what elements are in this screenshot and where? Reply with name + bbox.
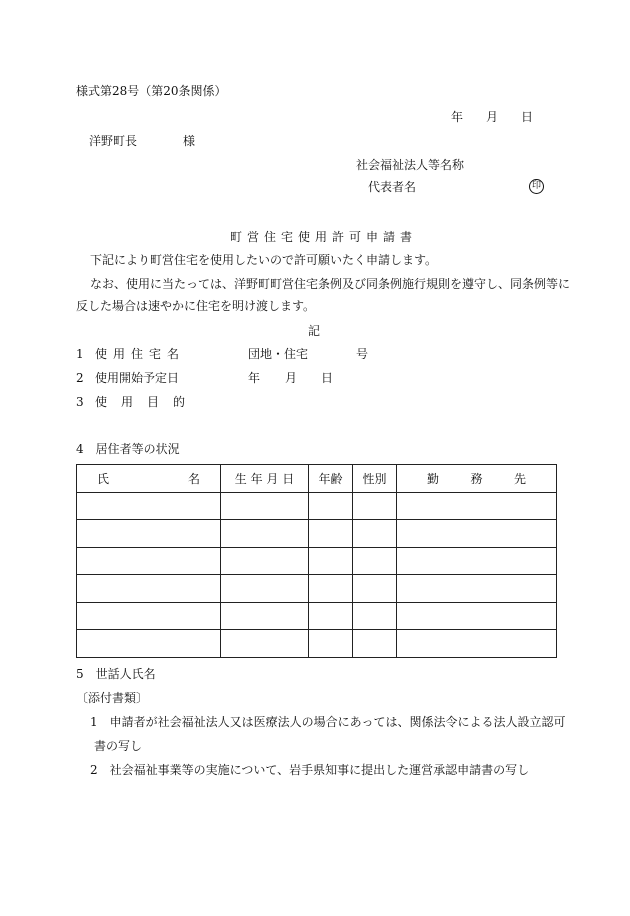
item3-label: 使用目的 (95, 395, 200, 409)
table-cell (353, 575, 397, 603)
item2-label: 使用開始予定日 (95, 371, 180, 385)
addressee: 洋野町長 (89, 134, 138, 148)
table-cell (77, 630, 221, 658)
table-cell (397, 602, 557, 630)
applicant-org-label: 社会福祉法人等名称 (356, 158, 465, 172)
seal-mark: 印 (529, 179, 544, 194)
table-cell (221, 547, 309, 575)
table-cell (77, 520, 221, 548)
table-cell (309, 547, 353, 575)
table-cell (77, 575, 221, 603)
item1-label: 使用住宅名 (95, 347, 186, 361)
form-number: 様式第28号（第20条関係） (76, 84, 227, 98)
document-title: 町営住宅使用許可申請書 (230, 230, 418, 244)
table-cell (353, 602, 397, 630)
table-cell (221, 602, 309, 630)
addressee-suffix: 様 (183, 134, 196, 148)
item2-number: 2 (76, 371, 84, 385)
table-cell (353, 547, 397, 575)
header-workplace: 勤 務 先 (397, 465, 557, 493)
table-cell (309, 575, 353, 603)
table-cell (77, 547, 221, 575)
compliance-paragraph-line2: 反した場合は速やかに住宅を明け渡します。 (76, 299, 316, 313)
header-name: 氏 名 (77, 465, 221, 493)
item2-day: 日 (321, 371, 334, 385)
table-cell (309, 520, 353, 548)
applicant-rep-label: 代表者名 (368, 180, 417, 194)
item2-year: 年 (248, 371, 261, 385)
attachment-1-line2: 書の写し (94, 739, 143, 753)
attachment-2: 2 社会福祉事業等の実施について、岩手県知事に提出した運営承認申請書の写し (90, 763, 530, 777)
attachment-1-line1: 1 申請者が社会福祉法人又は医療法人の場合にあっては、関係法令による法人設立認可 (90, 715, 566, 729)
table-header-row (77, 465, 557, 493)
item1-suffix: 号 (356, 347, 369, 361)
table-cell (221, 520, 309, 548)
table-cell (397, 520, 557, 548)
table-row (77, 575, 557, 603)
table-cell (309, 630, 353, 658)
table-cell (397, 547, 557, 575)
table-row (77, 602, 557, 630)
table-cell (353, 630, 397, 658)
table-cell (397, 630, 557, 658)
item3-number: 3 (76, 395, 84, 409)
attachments-heading: 〔添付書類〕 (76, 691, 149, 705)
caretaker-label: 5 世話人氏名 (76, 667, 156, 681)
table-cell (397, 575, 557, 603)
table-row (77, 520, 557, 548)
table-cell (221, 575, 309, 603)
header-sex: 性別 (353, 465, 397, 493)
header-age: 年齢 (309, 465, 353, 493)
date-day: 日 (521, 110, 534, 124)
table-cell (353, 520, 397, 548)
item2-month: 月 (285, 371, 298, 385)
table-cell (309, 492, 353, 520)
table-cell (77, 492, 221, 520)
table-cell (397, 492, 557, 520)
table-cell (221, 492, 309, 520)
compliance-paragraph-line1: なお、使用に当たっては、洋野町町営住宅条例及び同条例施行規則を遵守し、同条例等に (90, 277, 571, 291)
header-birthdate: 生 年 月 日 (221, 465, 309, 493)
table-cell (353, 492, 397, 520)
residents-table (76, 464, 557, 658)
item1-value: 団地・住宅 (248, 347, 309, 361)
date-year: 年 (451, 110, 464, 124)
intro-paragraph: 下記により町営住宅を使用したいので許可願いたく申請します。 (90, 253, 438, 267)
table-cell (221, 630, 309, 658)
table-row (77, 630, 557, 658)
item1-number: 1 (76, 347, 84, 361)
ki-heading: 記 (308, 324, 321, 338)
table-row (77, 492, 557, 520)
residents-heading: 4 居住者等の状況 (76, 442, 180, 456)
table-cell (77, 602, 221, 630)
table-row (77, 547, 557, 575)
date-month: 月 (486, 110, 499, 124)
table-cell (309, 602, 353, 630)
